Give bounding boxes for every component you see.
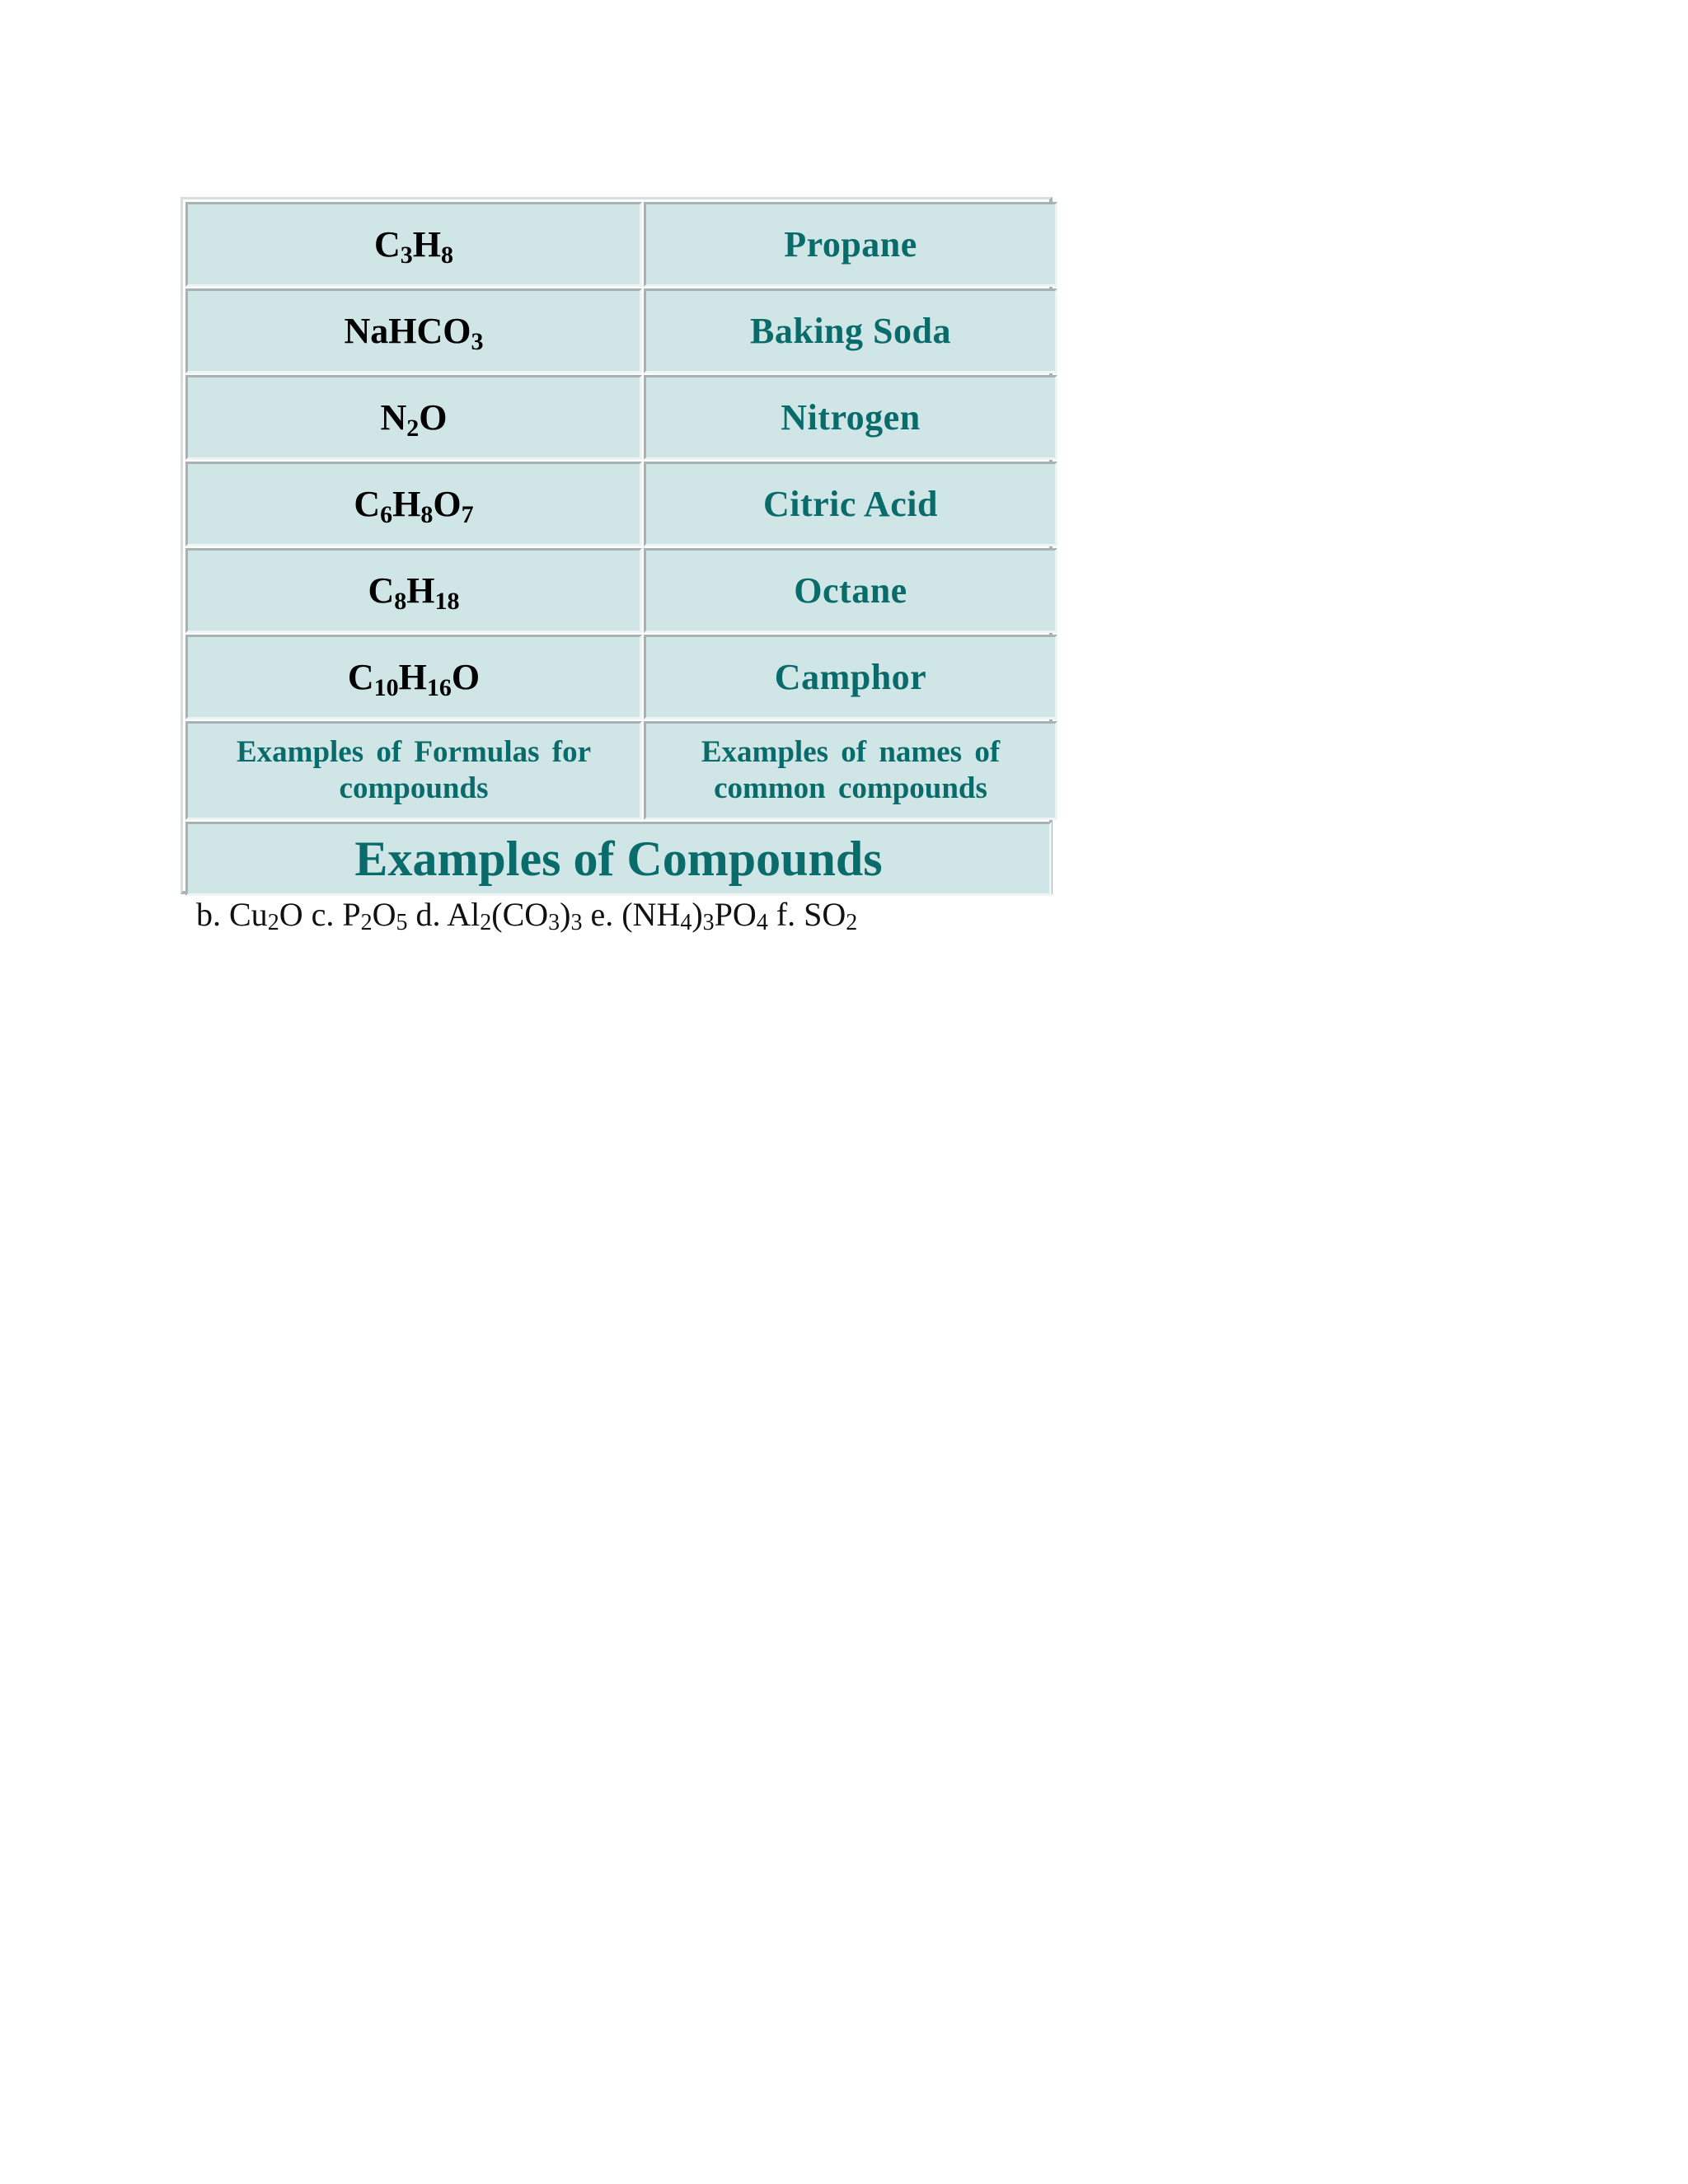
name-heading-line-2: common compounds xyxy=(714,771,987,805)
formula-cell xyxy=(185,375,642,460)
compound-name-cell: Baking Soda xyxy=(644,288,1057,373)
formula-cell xyxy=(185,635,642,719)
compound-name-cell: Nitrogen xyxy=(644,375,1057,460)
formula-text: $C_6H_8O_7$ xyxy=(354,484,474,528)
compounds-table xyxy=(181,197,1053,894)
name-column-heading xyxy=(644,721,1057,820)
compound-name-cell: Camphor xyxy=(644,635,1057,719)
formula-text: b. $Cu_2O$ c. $P_2O_5$ d. $Al_2(CO_3)_3$ e. $(NH_4)_3PO_4$ f. $SO_2$ xyxy=(196,896,858,935)
compound-name-cell: Propane xyxy=(644,202,1057,287)
formula-cell xyxy=(185,462,642,546)
formula-text: NaHCO$_3$ xyxy=(344,311,484,355)
formula-text: $N_2O$ xyxy=(380,397,448,442)
formula-cell xyxy=(185,548,642,633)
formula-heading-line-1: Examples of Formulas for xyxy=(236,735,592,769)
formula-heading-line-2: compounds xyxy=(339,771,489,805)
formula-column-heading xyxy=(185,721,642,820)
formula-text: $C_3H_8$ xyxy=(373,224,453,269)
formula-cell xyxy=(185,202,642,287)
table-caption: Examples of Compounds xyxy=(185,822,1052,896)
answer-line xyxy=(196,895,857,934)
compound-name-cell: Citric Acid xyxy=(644,462,1057,546)
name-heading-line-1: Examples of names of xyxy=(701,735,1001,769)
formula-text: $C_{10}H_{16}O$ xyxy=(347,657,481,701)
formula-cell xyxy=(185,288,642,373)
formula-text: $C_8H_{18}$ xyxy=(368,570,460,615)
compound-name-cell: Octane xyxy=(644,548,1057,633)
